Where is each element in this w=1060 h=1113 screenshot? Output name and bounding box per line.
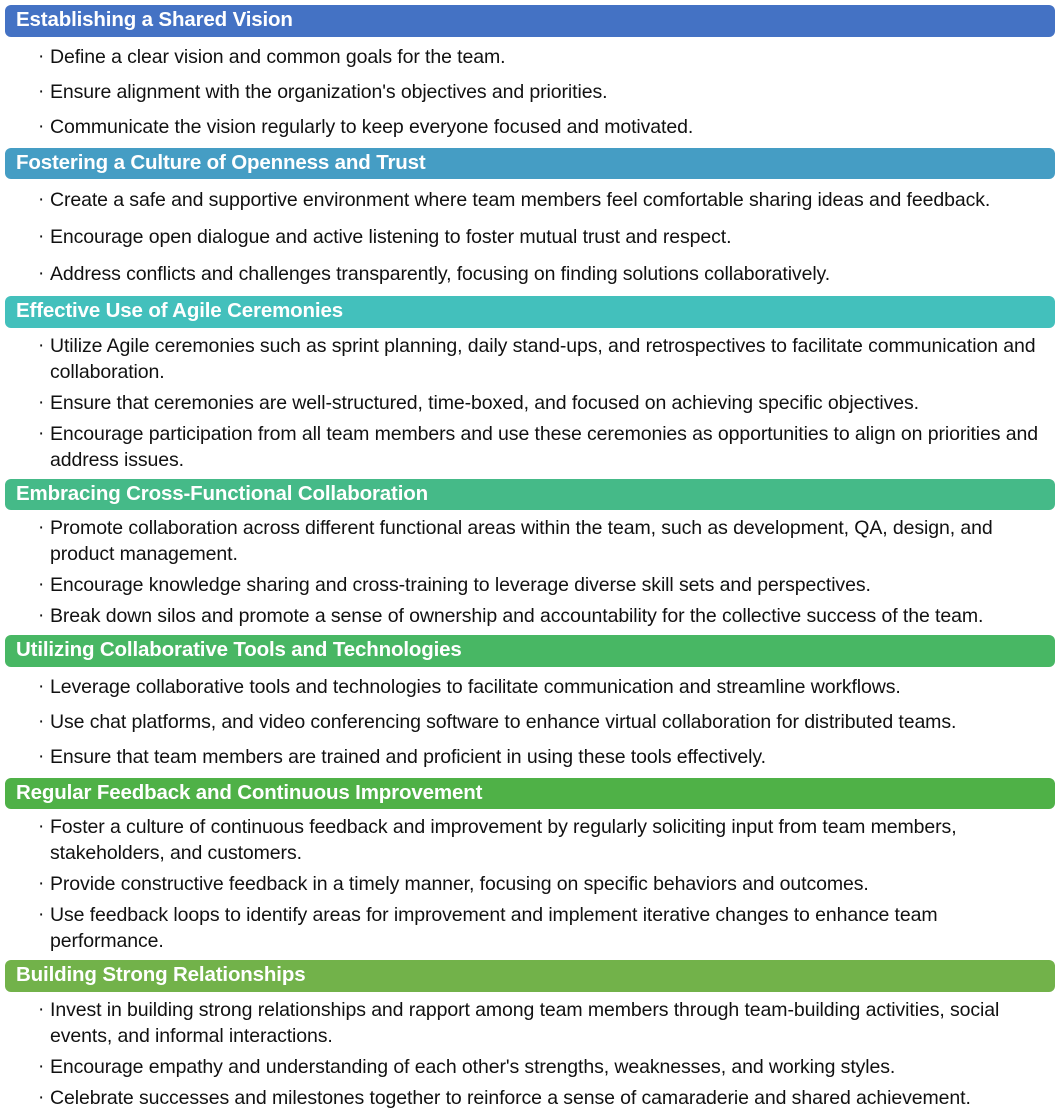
- bullet-point-icon: ·: [38, 189, 45, 210]
- bullet-point-icon: ·: [38, 574, 45, 595]
- bullet-point-icon: ·: [38, 1055, 45, 1077]
- bullet-text: Foster a culture of continuous feedback and improvement by regularly soliciting input from team members, stakeholders, and customers.: [50, 816, 957, 864]
- bullet-text: Address conflicts and challenges transparently, focusing on finding solutions collaboratively.: [50, 263, 831, 285]
- bullet-text: Use chat platforms, and video conferencing software to enhance virtual collaboration for distributed teams.: [50, 710, 957, 733]
- bullet-point-icon: ·: [38, 1086, 45, 1108]
- bullet-text: Invest in building strong relationships and rapport among team members through team-building activities, social events, and informal interactions.: [50, 998, 1000, 1047]
- bullet-item: [38, 600, 1055, 631]
- bullet-text: Encourage participation from all team members and use these ceremonies as opportunities to align on priorities and address issues.: [50, 422, 1038, 471]
- bullet-text: Ensure that team members are trained and proficient in using these tools effectively.: [50, 745, 766, 768]
- bullet-list: [5, 669, 1055, 774]
- bullet-item: [38, 39, 1055, 74]
- bullet-text: Encourage open dialogue and active listening to foster mutual trust and respect.: [50, 226, 732, 248]
- bullet-item: [38, 569, 1055, 600]
- bullet-point-icon: ·: [38, 422, 45, 444]
- bullet-point-icon: ·: [38, 45, 45, 67]
- bullet-item: [38, 1051, 1055, 1082]
- bullet-text: Promote collaboration across different functional areas within the team, such as development, QA, design, and product management.: [50, 517, 993, 565]
- bullet-point-icon: ·: [38, 904, 45, 925]
- bullet-point-icon: ·: [38, 745, 45, 767]
- bullet-text: Use feedback loops to identify areas for improvement and implement iterative changes to enhance team performance.: [50, 904, 938, 952]
- bullet-list: [5, 994, 1055, 1113]
- bullet-text: Leverage collaborative tools and technologies to facilitate communication and streamline workflows.: [50, 675, 901, 698]
- section-header-4: Embracing Cross-Functional Collaboration: [5, 479, 1055, 511]
- bullet-item: [38, 1082, 1055, 1113]
- bullet-item: [38, 387, 1055, 418]
- bullet-item: [38, 330, 1055, 387]
- content-section: [5, 479, 1055, 632]
- bullet-point-icon: ·: [38, 675, 45, 697]
- bullet-item: [38, 868, 1055, 899]
- bullet-item: [38, 704, 1055, 739]
- bullet-point-icon: ·: [38, 710, 45, 732]
- bullet-item: [38, 109, 1055, 144]
- bullet-list: [5, 181, 1055, 292]
- bullet-text: Break down silos and promote a sense of ownership and accountability for the collective success of the team.: [50, 605, 984, 627]
- section-header-2: Fostering a Culture of Openness and Trust: [5, 148, 1055, 180]
- bullet-item: [38, 669, 1055, 704]
- section-header-5: Utilizing Collaborative Tools and Technologies: [5, 635, 1055, 667]
- bullet-text: Ensure that ceremonies are well-structured, time-boxed, and focused on achieving specific objectives.: [50, 391, 919, 414]
- bullet-point-icon: ·: [38, 873, 45, 894]
- bullet-list: [5, 330, 1055, 475]
- bullet-list: [5, 512, 1055, 631]
- bullet-item: [38, 255, 1055, 292]
- bullet-item: [38, 181, 1055, 218]
- section-header-1: Establishing a Shared Vision: [5, 5, 1055, 37]
- section-header-7: Building Strong Relationships: [5, 960, 1055, 992]
- bullet-point-icon: ·: [38, 263, 45, 284]
- bullet-item: [38, 218, 1055, 255]
- bullet-point-icon: ·: [38, 115, 45, 137]
- content-section: [5, 635, 1055, 774]
- bullet-list: [5, 39, 1055, 144]
- content-section: [5, 296, 1055, 475]
- bullet-item: [38, 418, 1055, 475]
- section-header-6: Regular Feedback and Continuous Improvement: [5, 778, 1055, 810]
- bullet-point-icon: ·: [38, 517, 45, 538]
- content-section: [5, 148, 1055, 293]
- bullet-text: Encourage knowledge sharing and cross-training to leverage diverse skill sets and perspectives.: [50, 574, 871, 596]
- bullet-point-icon: ·: [38, 226, 45, 247]
- bullet-point-icon: ·: [38, 391, 45, 413]
- bullet-text: Create a safe and supportive environment where team members feel comfortable sharing ideas and feedback.: [50, 189, 991, 211]
- content-section: [5, 5, 1055, 144]
- bullet-point-icon: ·: [38, 998, 45, 1020]
- bullet-text: Provide constructive feedback in a timely manner, focusing on specific behaviors and outcomes.: [50, 873, 869, 895]
- bullet-item: [38, 811, 1055, 868]
- section-header-3: Effective Use of Agile Ceremonies: [5, 296, 1055, 328]
- bullet-list: [5, 811, 1055, 956]
- bullet-point-icon: ·: [38, 605, 45, 626]
- bullet-item: [38, 994, 1055, 1051]
- bullet-text: Ensure alignment with the organization's objectives and priorities.: [50, 80, 608, 103]
- bullet-item: [38, 739, 1055, 774]
- content-section: [5, 778, 1055, 957]
- bullet-item: [38, 512, 1055, 569]
- bullet-item: [38, 74, 1055, 109]
- bullet-text: Celebrate successes and milestones together to reinforce a sense of camaraderie and shared achievement.: [50, 1086, 971, 1109]
- bullet-text: Communicate the vision regularly to keep everyone focused and motivated.: [50, 115, 694, 138]
- bullet-item: [38, 899, 1055, 956]
- bullet-text: Define a clear vision and common goals for the team.: [50, 45, 506, 68]
- bullet-text: Utilize Agile ceremonies such as sprint planning, daily stand-ups, and retrospectives to facilitate communication and collaboration.: [50, 334, 1036, 383]
- bullet-point-icon: ·: [38, 816, 45, 837]
- bullet-point-icon: ·: [38, 334, 45, 356]
- content-section: [5, 960, 1055, 1113]
- bullet-point-icon: ·: [38, 80, 45, 102]
- bullet-text: Encourage empathy and understanding of each other's strengths, weaknesses, and working styles.: [50, 1055, 896, 1078]
